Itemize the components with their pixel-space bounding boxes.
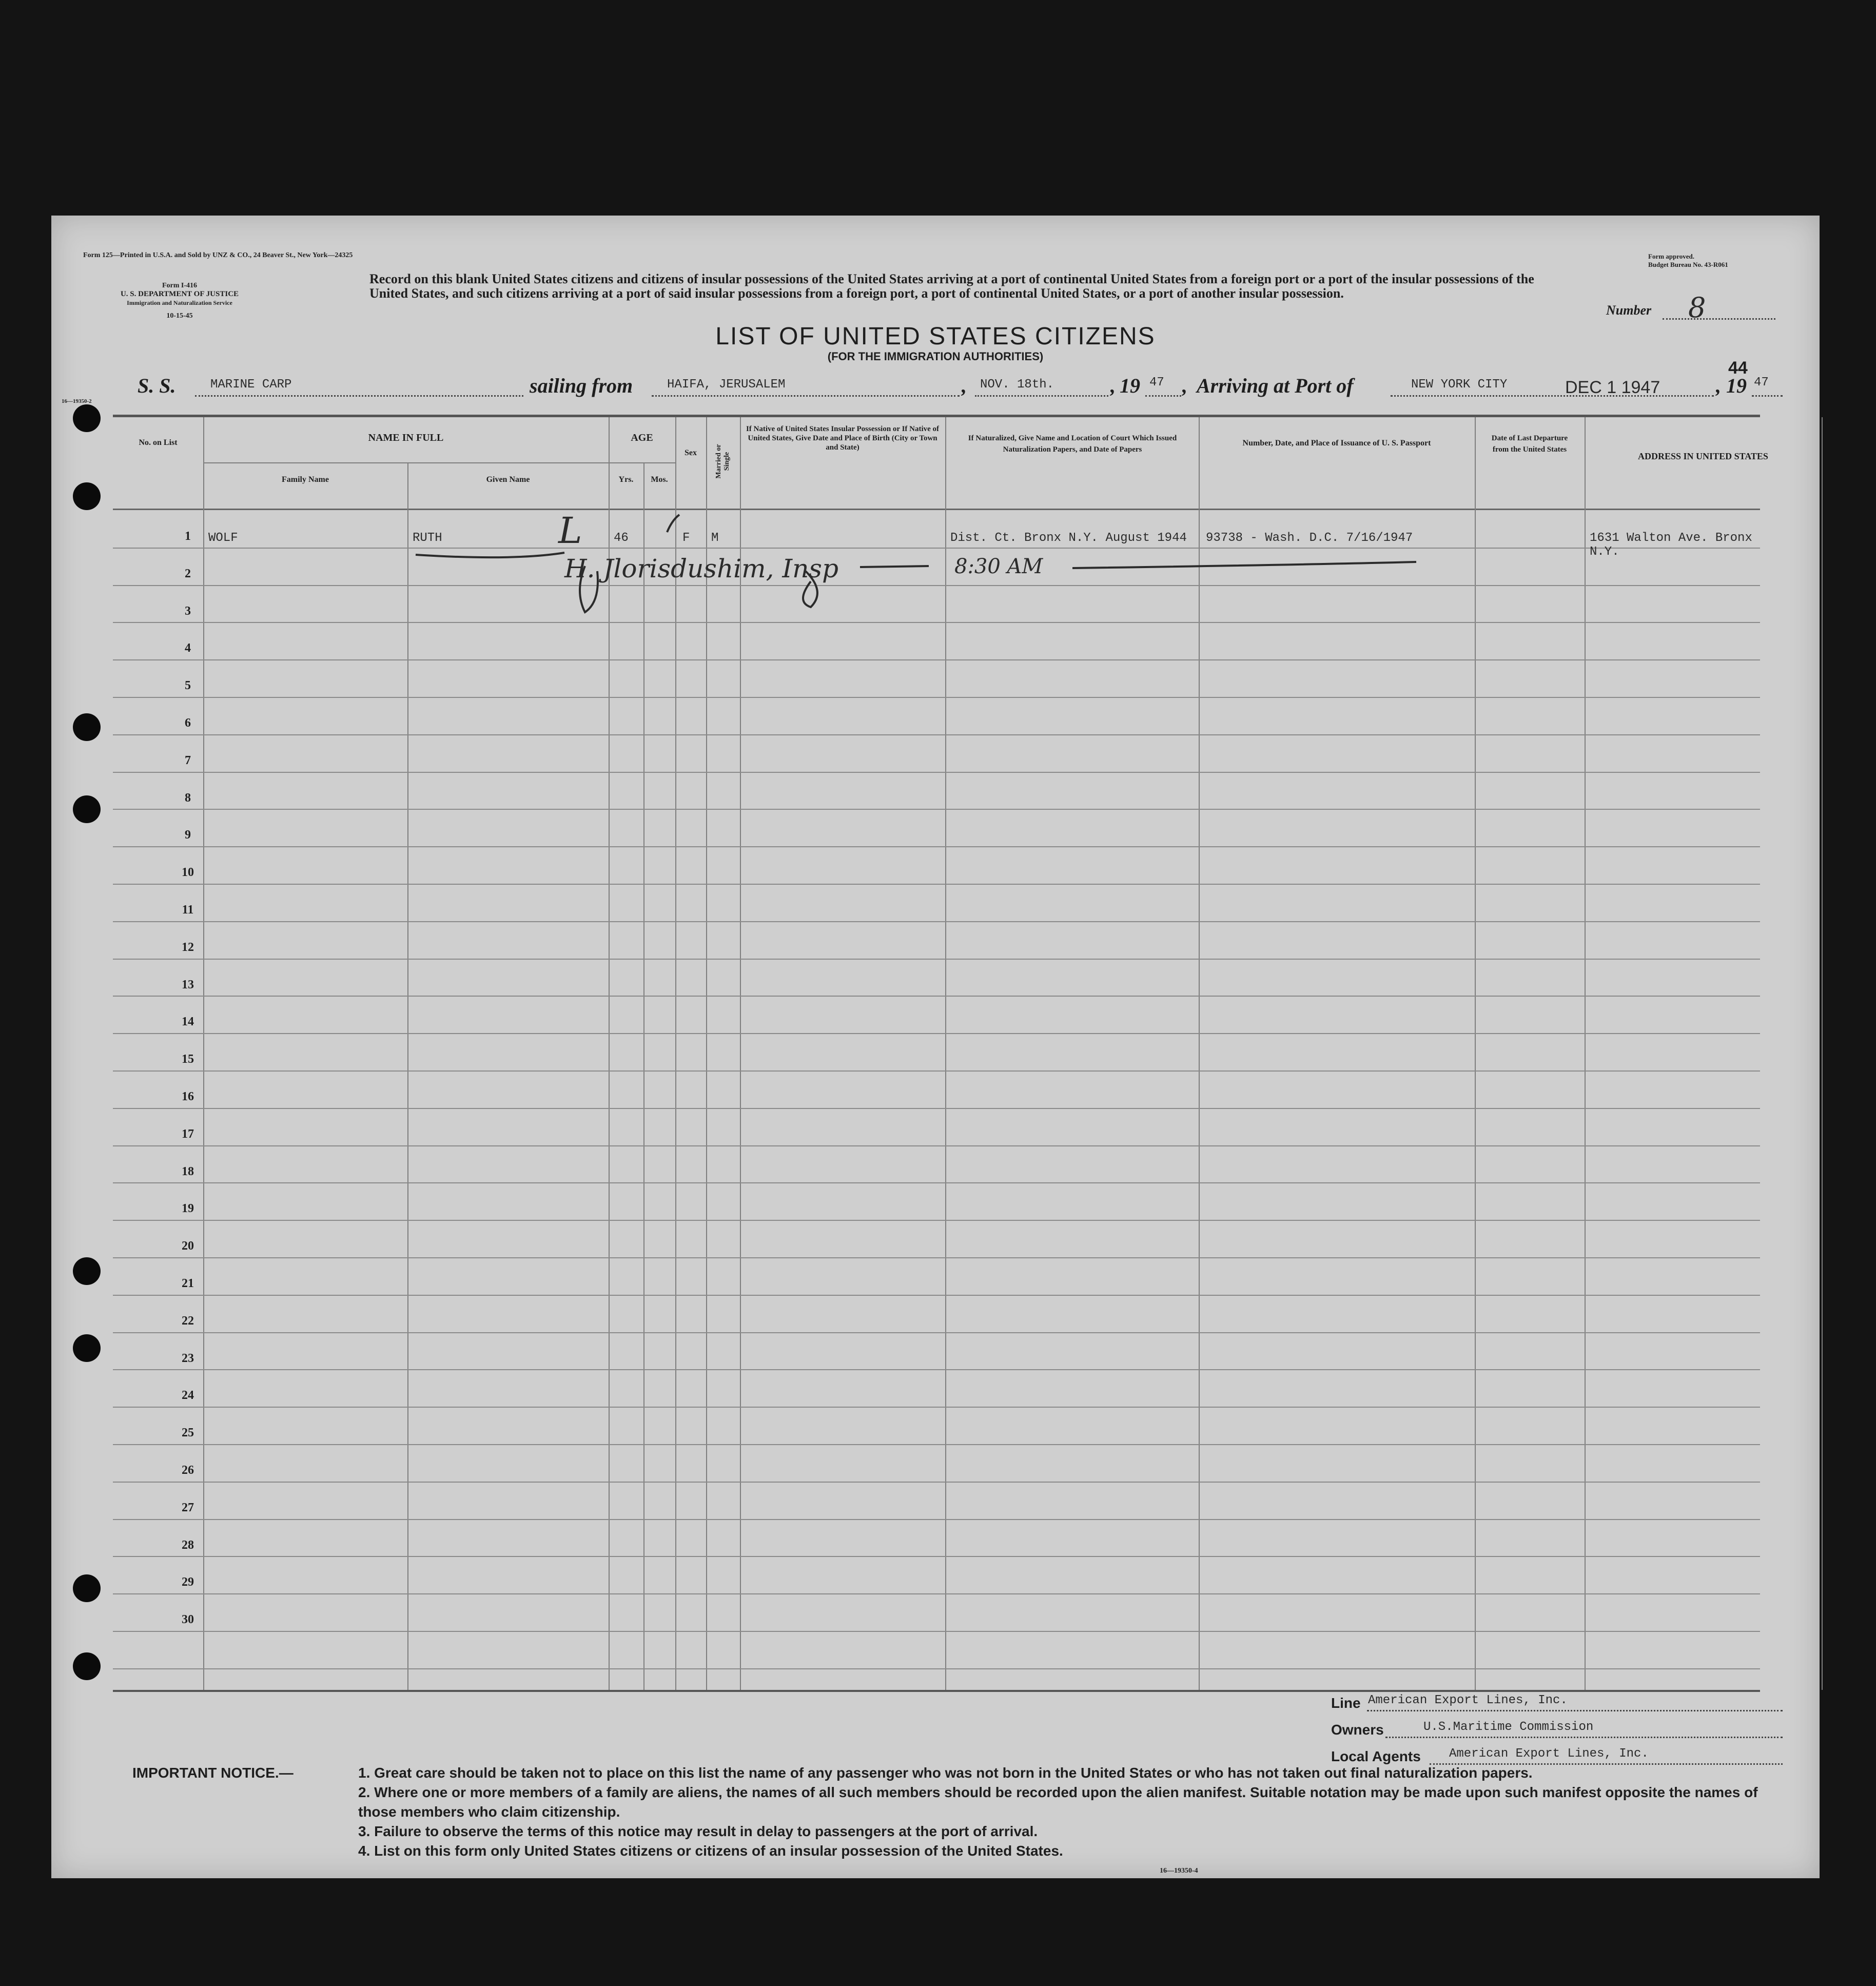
line-value: American Export Lines, Inc. — [1368, 1693, 1568, 1707]
line-label: Line — [1331, 1695, 1361, 1711]
number-value: 8 — [1688, 291, 1706, 324]
col-native: If Native of United States Insular Possession or If Native of United States, Give Date and Place of Birth (City or Town and State) — [746, 425, 940, 452]
col-age: AGE — [631, 432, 653, 443]
passenger-address: 1631 Walton Ave. Bronx N.Y. — [1590, 531, 1752, 559]
row-number: 30 — [182, 1613, 194, 1627]
page-subtitle: (FOR THE IMMIGRATION AUTHORITIES) — [827, 350, 1044, 363]
row-number: 12 — [182, 940, 194, 954]
passenger-naturalized: Dist. Ct. Bronx N.Y. August 1944 — [950, 531, 1187, 545]
arrival-year: 47 — [1754, 376, 1769, 390]
row-line — [113, 1295, 1760, 1296]
agents-value: American Export Lines, Inc. — [1449, 1747, 1649, 1761]
row-line — [113, 1631, 1760, 1632]
from-port: HAIFA, JERUSALEM — [667, 378, 786, 392]
row-line — [113, 1593, 1760, 1594]
number-line — [1663, 318, 1775, 320]
passenger-table — [113, 415, 1768, 1692]
margin-code: 16—19350-2 — [62, 398, 92, 404]
row-number: 6 — [185, 716, 191, 730]
row-number: 3 — [185, 604, 191, 618]
row-number: 23 — [182, 1351, 194, 1365]
from-port-line — [652, 395, 960, 397]
ship-line — [195, 395, 523, 397]
row-number: 20 — [182, 1239, 194, 1253]
col-family-name: Family Name — [282, 475, 329, 484]
col-line-4 — [643, 462, 644, 1690]
arrival-port-line — [1391, 395, 1714, 397]
col-address: ADDRESS IN UNITED STATES — [1638, 451, 1768, 461]
col-mos: Mos. — [651, 475, 668, 484]
row-line — [113, 1668, 1760, 1669]
notice-item-1: 1. Great care should be taken not to place on this list the name of any passenger who was not born in the United States or who has not taken out final naturalization papers. — [358, 1765, 1533, 1781]
form-info — [97, 281, 262, 320]
col-sex: Sex — [685, 449, 697, 457]
handwritten-strokes — [113, 417, 1760, 622]
punch-hole — [73, 1257, 101, 1285]
handwritten-initial: L — [558, 510, 582, 552]
notice-item-4: 4. List on this form only United States citizens or citizens of an insular possession of the United States. — [358, 1843, 1063, 1859]
approval-line-2: Budget Bureau No. 43-R061 — [1648, 261, 1728, 268]
depart-date-line — [975, 395, 1108, 397]
passenger-family-name: WOLF — [208, 531, 238, 545]
ship-name: MARINE CARP — [210, 378, 292, 392]
row-line — [113, 959, 1760, 960]
row-number: 24 — [182, 1389, 194, 1403]
form-code: 16—19350-4 — [1160, 1867, 1198, 1875]
notice-item-2: 2. Where one or more members of a family are aliens, the names of all such members should be recorded upon the alien manifest. Suitable notation may be made upon such manifest opposite the names of those members who claim citizenship. — [358, 1784, 1758, 1820]
passenger-passport: 93738 - Wash. D.C. 7/16/1947 — [1206, 531, 1413, 545]
row-number: 21 — [182, 1277, 194, 1290]
notice-item-3: 3. Failure to observe the terms of this notice may result in delay to passengers at the port of arrival. — [358, 1823, 1038, 1839]
arrival-year-printed: 44 — [1728, 358, 1748, 378]
row-number: 1 — [185, 530, 191, 543]
row-line — [113, 697, 1760, 698]
number-label: Number — [1606, 303, 1652, 318]
row-number: 5 — [185, 679, 191, 693]
arrival-year-prefix: 19 — [1726, 374, 1747, 397]
row-line — [113, 734, 1760, 735]
row-line — [113, 1444, 1760, 1445]
line-dotted — [1367, 1710, 1783, 1711]
notice-label: IMPORTANT NOTICE.— — [132, 1765, 294, 1781]
arriving-label: Arriving at Port of — [1197, 374, 1354, 397]
owners-label: Owners — [1331, 1722, 1384, 1738]
passenger-marital: M — [711, 531, 719, 545]
row-line — [113, 772, 1760, 773]
service: Immigration and Naturalization Service — [127, 299, 232, 306]
row-number: 10 — [182, 866, 194, 880]
col-departure: Date of Last Departure from the United States — [1491, 434, 1568, 454]
depart-date: NOV. 18th. — [980, 378, 1054, 392]
row-line — [113, 884, 1760, 885]
row-line — [113, 846, 1760, 847]
comma-4: , — [1716, 374, 1721, 397]
punch-hole — [73, 1652, 101, 1680]
arrival-stamp: DEC 1 1947 — [1565, 378, 1660, 397]
passenger-given-name: RUTH — [413, 531, 442, 545]
col-name-in-full: NAME IN FULL — [368, 432, 444, 443]
col-passport: Number, Date, and Place of Issuance of U. S. Passport — [1242, 439, 1431, 447]
comma-1: , — [962, 374, 967, 397]
row-line — [113, 1257, 1760, 1258]
row-line — [113, 996, 1760, 997]
handwritten-inspector: H. Jlorisdushim, Insp — [564, 554, 838, 583]
depart-year-prefix: 19 — [1120, 374, 1140, 397]
ss-label: S. S. — [138, 374, 176, 397]
comma-2: , — [1110, 374, 1116, 397]
row-number: 18 — [182, 1164, 194, 1178]
punch-hole — [73, 1334, 101, 1362]
row-line — [113, 1332, 1760, 1333]
row-number: 22 — [182, 1314, 194, 1328]
row-number: 15 — [182, 1053, 194, 1066]
col-no: No. on List — [139, 438, 178, 447]
col-naturalized: If Naturalized, Give Name and Location of Court Which Issued Naturalization Papers, and Date of Papers — [968, 434, 1177, 454]
row-line — [113, 1070, 1760, 1072]
approval-line-1: Form approved. — [1648, 252, 1695, 260]
row-number: 27 — [182, 1501, 194, 1514]
row-line — [113, 1556, 1760, 1557]
page-title: LIST OF UNITED STATES CITIZENS — [715, 323, 1156, 350]
row-number: 14 — [182, 1015, 194, 1029]
form-id: Form I-416 — [162, 282, 198, 289]
row-line — [113, 1482, 1760, 1483]
punch-hole — [73, 482, 101, 510]
manifest-sheet — [51, 216, 1820, 1878]
department: U. S. DEPARTMENT OF JUSTICE — [120, 290, 239, 298]
important-notice — [132, 1763, 1795, 1861]
handwritten-time: 8:30 AM — [954, 555, 1043, 578]
row-line — [113, 1108, 1760, 1109]
row-number: 7 — [185, 753, 191, 767]
row-number: 4 — [185, 641, 191, 655]
row-number: 16 — [182, 1090, 194, 1103]
row-number: 9 — [185, 828, 191, 842]
row-number: 11 — [182, 903, 194, 917]
row-line — [113, 1519, 1760, 1520]
punch-hole — [73, 404, 101, 432]
row-number: 17 — [182, 1127, 194, 1141]
punch-hole — [73, 1574, 101, 1602]
col-line-2 — [407, 462, 408, 1690]
row-line — [113, 1182, 1760, 1183]
row-number: 19 — [182, 1202, 194, 1216]
punch-hole — [73, 713, 101, 741]
arrival-year-line — [1752, 395, 1783, 397]
row-number: 29 — [182, 1575, 194, 1589]
depart-year-line — [1145, 395, 1181, 397]
comma-3: , — [1182, 374, 1187, 397]
row-line — [113, 1145, 1760, 1146]
sailing-label: sailing from — [530, 374, 633, 397]
depart-year: 47 — [1149, 376, 1164, 390]
row-line — [113, 1407, 1760, 1408]
arrival-port: NEW YORK CITY — [1411, 378, 1508, 392]
passenger-sex: F — [682, 531, 690, 545]
row-number: 26 — [182, 1464, 194, 1477]
approval-note — [1648, 252, 1771, 269]
shipping-info — [1331, 1693, 1793, 1774]
row-line — [113, 659, 1760, 660]
printer-line: Form 125—Printed in U.S.A. and Sold by UNZ & CO., 24 Beaver St., New York—24325 — [83, 251, 353, 259]
col-given-name: Given Name — [486, 475, 530, 484]
agents-label: Local Agents — [1331, 1748, 1421, 1764]
date-code: 10-15-45 — [166, 312, 193, 320]
col-line-12 — [1822, 417, 1823, 1690]
owners-value: U.S.Maritime Commission — [1423, 1720, 1594, 1734]
row-line — [113, 1369, 1760, 1370]
passenger-age: 46 — [614, 531, 629, 545]
row-line — [113, 1220, 1760, 1221]
col-married: Married or Single — [715, 444, 731, 479]
punch-hole — [73, 795, 101, 823]
row-number: 28 — [182, 1538, 194, 1552]
col-yrs: Yrs. — [618, 475, 634, 484]
row-line — [113, 1033, 1760, 1034]
row-line — [113, 809, 1760, 810]
row-number: 2 — [185, 567, 191, 580]
row-number: 13 — [182, 978, 194, 991]
instructions: Record on this blank United States citizens and citizens of insular possessions of the United States arriving at a port of continental United States from a foreign port or a port of the insular possessions of the United States, and such citizens arriving at a port of said insular possessions from a foreign port, a port of continental United States, or a port of another insular possession. — [369, 271, 1534, 301]
row-number: 8 — [185, 791, 191, 805]
owners-dotted — [1385, 1737, 1783, 1738]
row-number: 25 — [182, 1426, 194, 1440]
row-line — [113, 921, 1760, 922]
